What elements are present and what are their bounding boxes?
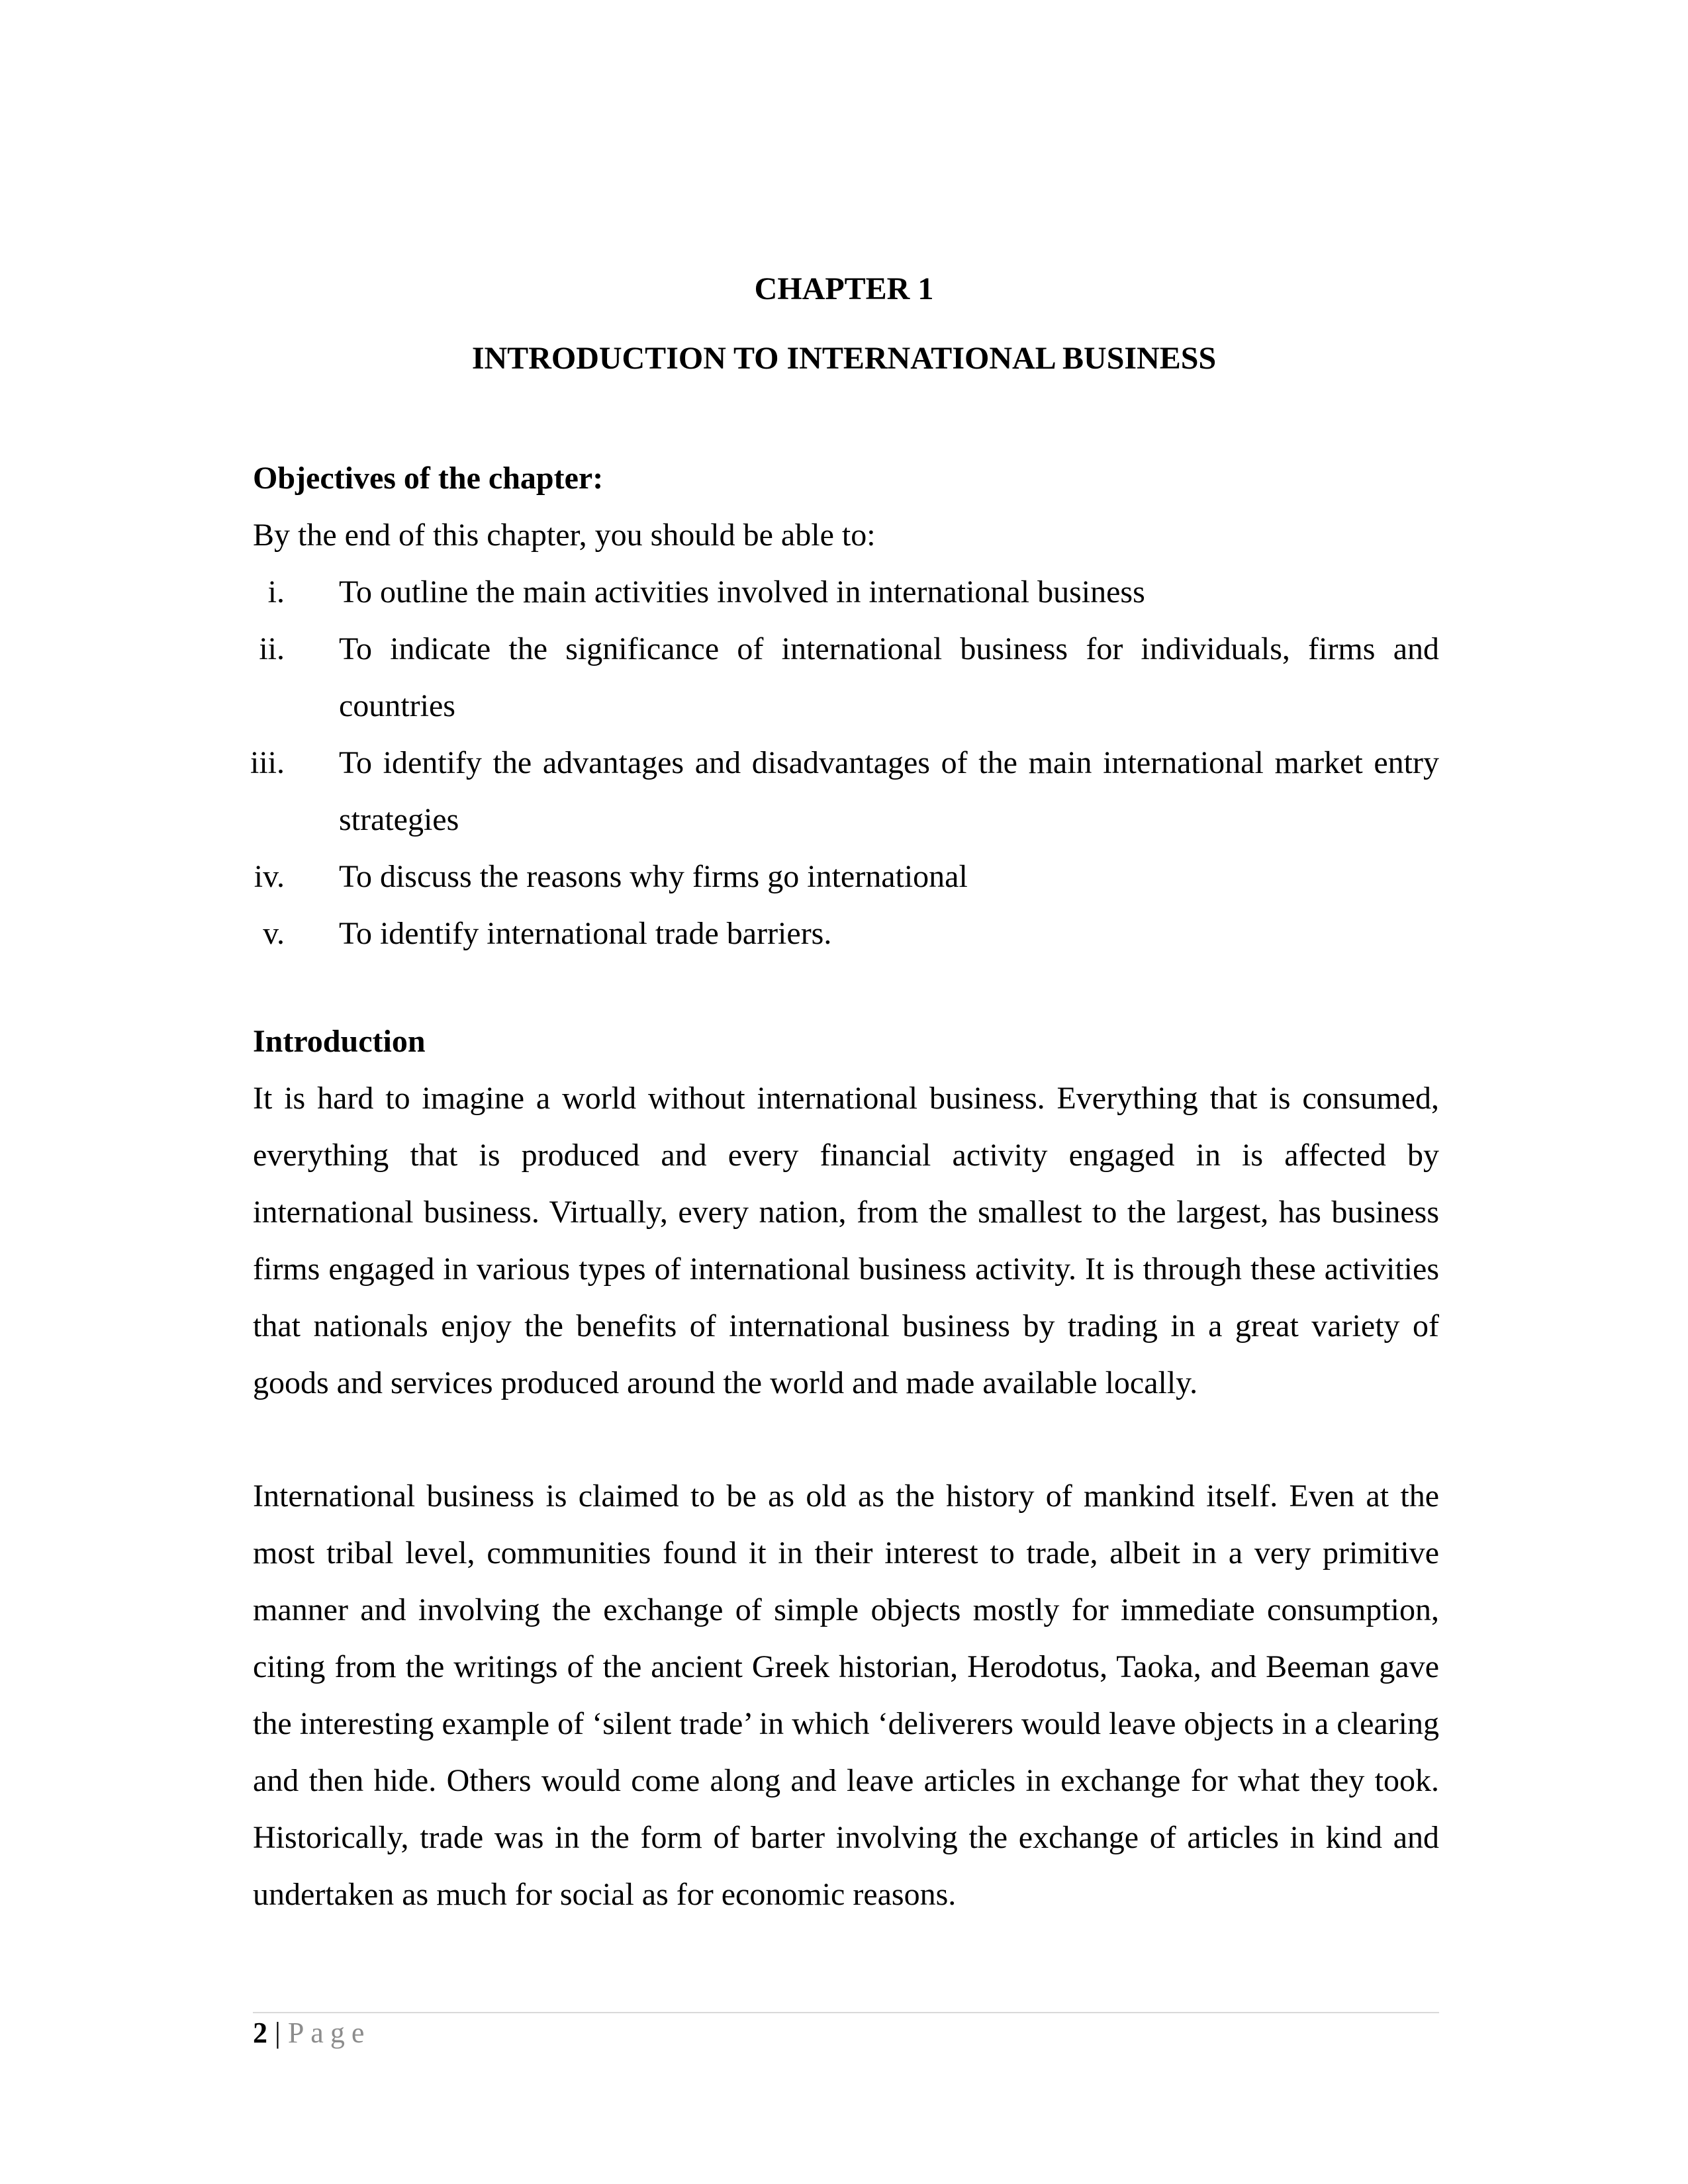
list-item [225,621,1439,735]
introduction-heading: Introduction [253,1024,426,1059]
page-footer [253,2013,371,2053]
chapter-number: CHAPTER 1 [754,271,934,306]
objectives-list [225,564,1439,962]
list-item [225,905,1439,962]
list-item-text: To outline the main activities involved in international business [339,574,1145,610]
list-item-number: iv. [254,859,285,894]
page-label: Page [287,2017,371,2049]
introduction-paragraph-2: International business is claimed to be as old as the history of mankind itself. Even at the most tribal level, communities found it in their interest to trade, albeit in a very primitive manner and involving the exchange of simple objects mostly for immediate consumption, citing from the writings of the ancient Greek historian, Herodotus, Taoka, and Beeman gave the interesting example of ‘silent trade’ in which ‘deliverers would leave objects in a clearing and then hide. Others would come along and leave articles in exchange for what they took. Historically, trade was in the form of barter involving the exchange of articles in kind and undertaken as much for social as for economic reasons. [253,1479,1439,1912]
list-item-text: To identify international trade barriers. [339,916,832,951]
list-item-number: ii. [259,631,285,666]
list-item-text: To indicate the significance of international business for individuals, firms and countries [339,631,1439,723]
list-item [225,848,1439,905]
footer-divider [253,2012,1439,2013]
list-item [225,564,1439,621]
list-item-text: To identify the advantages and disadvantages of the main international market entry strategies [339,745,1439,837]
list-item-number: i. [267,574,285,610]
objectives-heading: Objectives of the chapter: [253,461,604,496]
list-item [225,735,1439,848]
page-number: 2 [253,2017,267,2049]
chapter-title: INTRODUCTION TO INTERNATIONAL BUSINESS [471,341,1217,376]
list-item-number: v. [263,916,285,951]
list-item-text: To discuss the reasons why firms go international [339,859,968,894]
list-item-number: iii. [250,745,285,780]
objectives-lead: By the end of this chapter, you should be able to: [253,518,876,553]
page-separator: | [275,2017,281,2049]
introduction-paragraph-1: It is hard to imagine a world without international business. Everything that is consumed, everything that is produced and every financial activity engaged in is affected by international business. Virtually, every nation, from the smallest to the largest, has business firms engaged in various types of international business activity. It is through these activities that nationals enjoy the benefits of international business by trading in a great variety of goods and services produced around the world and made available locally. [253,1081,1439,1400]
